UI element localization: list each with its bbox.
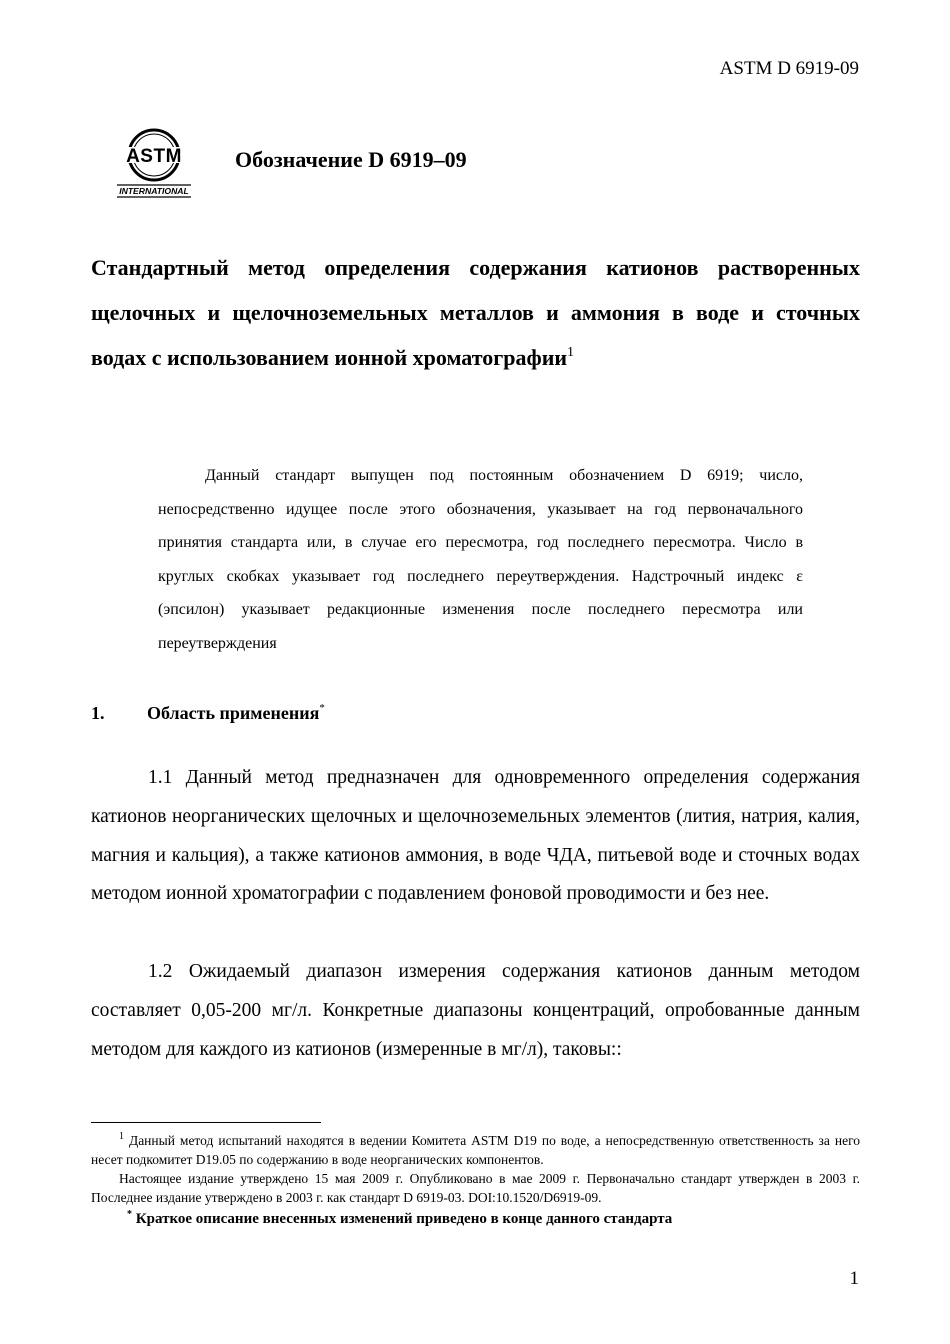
astm-logo-icon: [113, 128, 195, 198]
footnote-asterisk-mark: *: [127, 1209, 132, 1220]
section-1-title: Область применения: [147, 703, 320, 723]
svg-text:ASTM: ASTM: [126, 146, 182, 167]
astm-logo: [113, 128, 195, 198]
footnote-1-mark: 1: [119, 1131, 124, 1142]
standard-issuance-note: Данный стандарт выпущен под постоянным обозначением D 6919; число, непосредственно идущее после этого обозначения, указывает на год первоначального принятия стандарта или, в случае его пересмотра, год последнего пересмотра. Число в круглых скобках указывает год последнего переутверждения. Надстрочный индекс ε (эпсилон) указывает редакционные изменения после последнего пересмотра или переутверждения: [158, 467, 803, 652]
page-number: 1: [849, 1268, 859, 1289]
document-title-text: Стандартный метод определения содержания катионов растворенных щелочных и щелочноземельных металлов и аммония в воде и сточных водах с использованием ионной хроматографии: [91, 255, 860, 370]
section-1-heading: [91, 703, 325, 724]
paragraph-1-1: 1.1 Данный метод предназначен для одновременного определения содержания катионов неорганических щелочных и щелочноземельных элементов (лития, натрия, калия, магния и кальция), а также катионов аммония, в воде ЧДА, питьевой воде и сточных водах методом ионной хроматографии с подавлением фоновой проводимости и без нее.: [91, 767, 860, 905]
footnote-1: [91, 1131, 860, 1169]
footnote-separator: [91, 1122, 321, 1123]
standard-designation: Обозначение D 6919–09: [235, 147, 467, 172]
title-footnote-mark: 1: [567, 345, 575, 360]
footnote-1-text: Данный метод испытаний находятся в ведении Комитета ASTM D19 по воде, а непосредственную ответственность за него несет подкомитет D19.05 по содержанию в воде неорганических компонентов.: [91, 1133, 861, 1167]
document-title: [91, 245, 860, 380]
footnotes: [91, 1131, 860, 1231]
footnote-asterisk-text: Краткое описание внесенных изменений приведено в конце данного стандарта: [135, 1211, 673, 1227]
paragraph-1-2: 1.2 Ожидаемый диапазон измерения содержания катионов данным методом составляет 0,05-200 мг/л. Конкретные диапазоны концентраций, опробованные данным методом для каждого из катионов (измеренные в мг/л), таковы::: [91, 961, 860, 1060]
svg-text:INTERNATIONAL: INTERNATIONAL: [119, 186, 189, 196]
section-1-number: 1.: [91, 703, 105, 723]
footnote-asterisk: [91, 1207, 860, 1231]
footnote-1-continuation: [91, 1169, 860, 1207]
section-1-footnote-mark: *: [319, 702, 325, 714]
footnote-1-continuation-text: Настоящее издание утверждено 15 мая 2009 г. Опубликовано в мае 2009 г. Первоначально стандарт утвержден в 2003 г. Последнее издание утверждено в 2003 г. как стандарт D 6919-03. DOI:10.1520/D6919-09.: [91, 1171, 860, 1205]
document-header-designation: ASTM D 6919-09: [719, 58, 859, 79]
